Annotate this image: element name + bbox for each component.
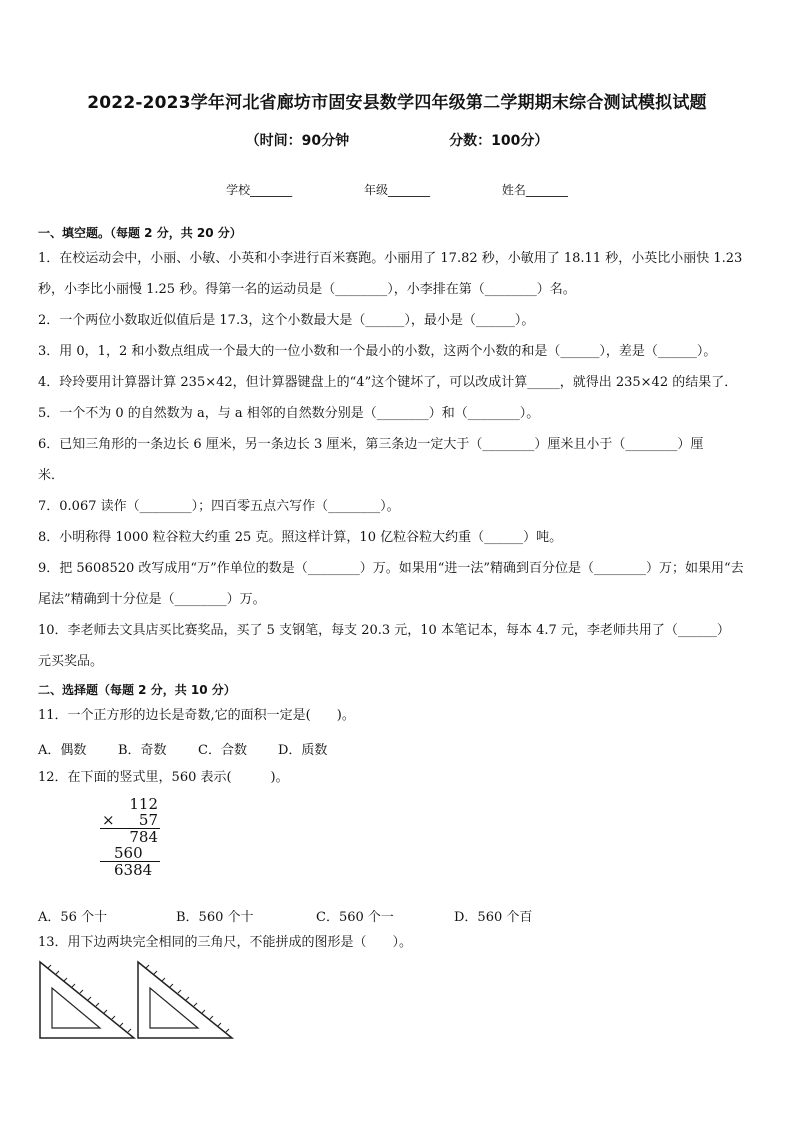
times-sign: × — [102, 811, 115, 829]
option-c: C．合数 — [198, 743, 247, 758]
school-field: 学校_______ — [226, 183, 293, 197]
question-10-line-1: 10．李老师去文具店买比赛奖品，买了 5 支钢笔，每支 20.3 元，10 本笔记本，每本 4.7 元，李老师共用了（______） — [38, 623, 730, 638]
question-1-line-2: 秒，小李比小丽慢 1.25 秒。得第一名的运动员是（________），小李排在第（________）名。 — [38, 282, 576, 297]
exam-title: 2022-2023学年河北省廊坊市固安县数学四年级第二学期期末综合测试模拟试题 — [87, 93, 707, 113]
section-choice-title: 二、选择题（每题 2 分，共 10 分） — [38, 683, 236, 697]
exam-subtitle — [0, 130, 794, 150]
question-9-line-1: 9．把 5608520 改写成用“万”作单位的数是（________）万。如果用“进一法”精确到百分位是（________）万；如果用“去 — [38, 561, 744, 576]
vertical-multiplication — [100, 796, 170, 878]
question-6-line-2: 米． — [38, 468, 65, 483]
grade-field: 年级_______ — [363, 183, 430, 197]
set-square-1 — [38, 960, 136, 1040]
question-1-line-1: 1．在校运动会中，小丽、小敏、小英和小李进行百米赛跑。小丽用了 17.82 秒，小敏用了 18.11 秒，小英比小丽快 1.23 — [38, 251, 743, 266]
question-10-line-2: 元买奖品。 — [38, 654, 104, 669]
question-12: 12．在下面的竖式里，560 表示( )。 — [38, 770, 289, 785]
option-b: B．560 个十 — [176, 910, 254, 925]
option-d: D．560 个百 — [454, 910, 533, 925]
total-score: 分数：100分） — [449, 133, 549, 149]
option-b: B．奇数 — [118, 743, 167, 758]
multiplier-row — [100, 812, 158, 828]
name-field: 姓名_______ — [501, 183, 568, 197]
option-d: D．质数 — [278, 743, 328, 758]
partial-product-1: 784 — [129, 828, 158, 846]
question-11-options — [38, 739, 358, 758]
time-limit: （时间：90分钟 — [245, 133, 350, 149]
question-8: 8．小明称得 1000 粒谷粒大约重 25 克。照这样计算，10 亿粒谷粒大约重（______）吨。 — [38, 530, 563, 545]
question-5: 5．一个不为 0 的自然数为 a，与 a 相邻的自然数分别是（________）和（________）。 — [38, 406, 540, 421]
option-c: C．560 个一 — [316, 910, 394, 925]
question-12-options — [38, 906, 554, 925]
question-7: 7．0.067 读作（________）；四百零五点六写作（________）。 — [38, 499, 400, 514]
question-3: 3．用 0，1，2 和小数点组成一个最大的一位小数和一个最小的小数，这两个小数的和是（______），差是（______）。 — [38, 344, 717, 359]
student-info — [0, 181, 794, 198]
multiplicand: 112 — [129, 795, 158, 813]
multiplier: 57 — [138, 811, 158, 829]
question-2: 2．一个两位小数取近似值后是 17.3，这个小数最大是（______），最小是（______）。 — [38, 313, 535, 328]
partial-product-2: 560 — [114, 844, 143, 862]
option-a: A．偶数 — [38, 743, 87, 758]
set-square-2 — [136, 960, 234, 1040]
question-13: 13．用下边两块完全相同的三角尺，不能拼成的图形是（ ）。 — [38, 935, 413, 950]
question-4: 4．玲玲要用计算器计算 235×42，但计算器键盘上的“4”这个键坏了，可以改成计算_____，就得出 235×42 的结果了． — [38, 375, 738, 390]
question-11: 11．一个正方形的边长是奇数,它的面积一定是( )。 — [38, 708, 355, 723]
question-9-line-2: 尾法”精确到十分位是（________）万。 — [38, 592, 266, 607]
option-a: A．56 个十 — [38, 910, 108, 925]
product: 6384 — [114, 861, 153, 879]
section-fill-in-title: 一、填空题。（每题 2 分，共 20 分） — [38, 226, 242, 240]
question-6-line-1: 6．已知三角形的一条边长 6 厘米，另一条边长 3 厘米，第三条边一定大于（________）厘米且小于（________）厘 — [38, 437, 704, 452]
